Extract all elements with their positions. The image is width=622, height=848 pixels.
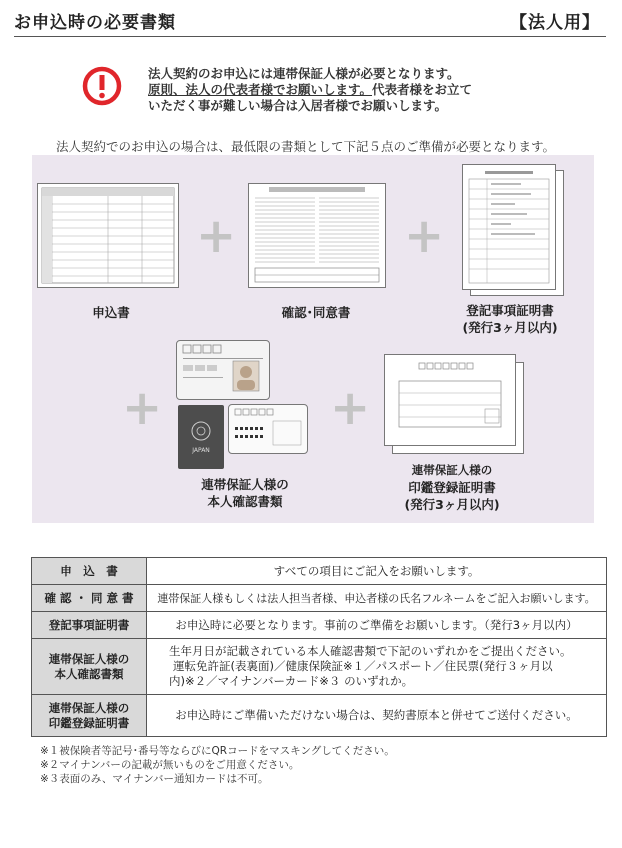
notice-emphasis: 原則、法人の代表者様でお願いします。: [148, 82, 373, 97]
plus-sign: +: [330, 380, 371, 436]
table-row: [32, 612, 607, 639]
row-head: 確 認 ・ 同 意 書: [32, 585, 147, 612]
registry-certificate-image: [462, 164, 556, 290]
application-form-image: [37, 183, 179, 288]
doc-label-registry: 登記事項証明書 (発行3ヶ月以内): [462, 303, 558, 335]
page-title: お申込時の必要書類: [14, 13, 176, 33]
doc-label-consent: 確認･同意書: [281, 305, 351, 320]
id-card-image: [176, 340, 270, 400]
row-head: 登記事項証明書: [32, 612, 147, 639]
row-head: 連帯保証人様の 本人確認書類: [32, 639, 147, 695]
plus-sign: +: [404, 208, 445, 264]
doc-label-application: 申込書: [92, 305, 130, 320]
table-row: [32, 558, 607, 585]
row-desc: 連帯保証人様もしくは法人担当者様、申込者様の氏名フルネームをご記入お願いします。: [147, 585, 607, 612]
footnotes: [40, 744, 395, 786]
row-desc: お申込時にご準備いただけない場合は、契約書原本と併せてご送付ください。: [147, 695, 607, 737]
page-badge: 【法人用】: [510, 13, 600, 33]
row-head: 申 込 書: [32, 558, 147, 585]
my-number-card-image: [228, 404, 308, 454]
plus-sign: +: [196, 208, 237, 264]
seal-certificate-image: [384, 354, 516, 446]
footnote: ※２マイナンバーの記載が無いものをご用意ください。: [40, 759, 300, 771]
doc-label-id: 連帯保証人様の 本人確認書類: [201, 477, 289, 509]
doc-label-seal: 連帯保証人様の 印鑑登録証明書 (発行3ヶ月以内): [404, 463, 500, 512]
plus-sign: +: [122, 380, 163, 436]
table-row: [32, 695, 607, 737]
footnote: ※３表面のみ、マイナンバー通知カードは不可。: [40, 773, 269, 785]
row-head: 連帯保証人様の 印鑑登録証明書: [32, 695, 147, 737]
table-row: [32, 585, 607, 612]
notice-text: 法人契約のお申込には連帯保証人様が必要となります。 原則、法人の代表者様でお願いします。代表者様をお立て いただく事が難しい場合は入居者様でお願いします。: [148, 66, 473, 113]
consent-form-image: [248, 183, 386, 288]
warning-icon: [82, 66, 122, 106]
intro-text: 法人契約でのお申込の場合は、最低限の書類として下記５点のご準備が必要となります。: [56, 139, 556, 154]
passport-image: [178, 405, 224, 469]
row-desc: すべての項目にご記入をお願いします。: [147, 558, 607, 585]
row-desc: お申込時に必要となります。事前のご準備をお願いします。（発行3ヶ月以内）: [147, 612, 607, 639]
table-row: [32, 639, 607, 695]
row-desc: 生年月日が記載されている本人確認書類で下記のいずれかをご提出ください。 運転免許証(表裏面)／健康保険証※１／パスポート／住民票(発行３ヶ月以 内)※２／マイナンバーカード※３ のいずれか。: [147, 639, 607, 695]
passport-label: JAPAN: [192, 447, 210, 454]
footnote: ※１被保険者等記号･番号等ならびにQRコードをマスキングしてください。: [40, 745, 395, 757]
title-divider: [14, 36, 606, 37]
requirements-table: [31, 557, 607, 737]
